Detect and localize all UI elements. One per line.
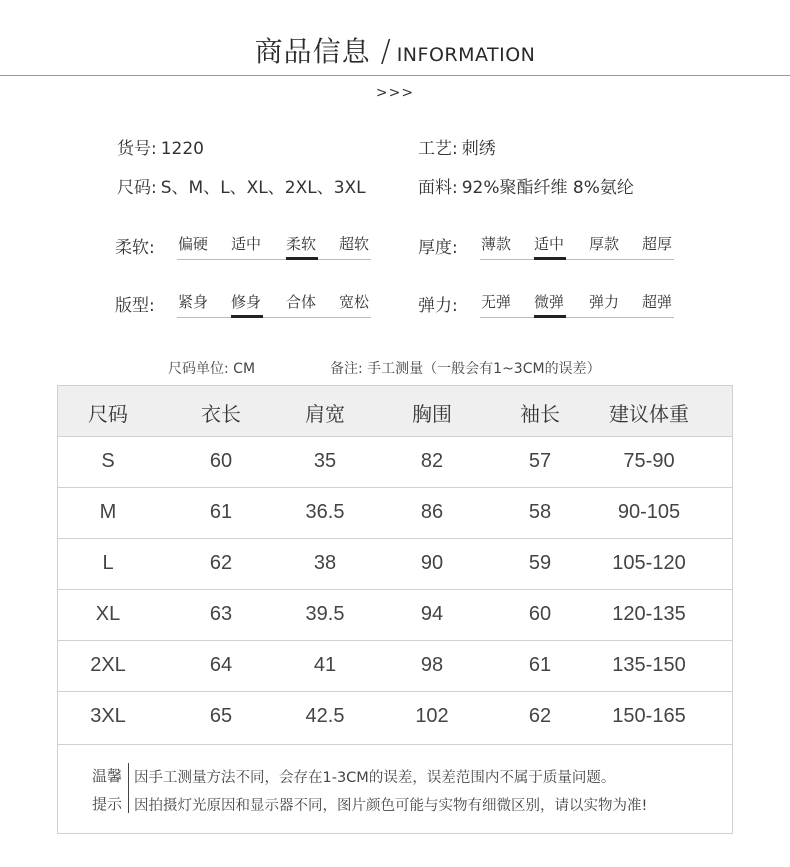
table-cell: 105-120 — [612, 552, 686, 574]
table-row — [58, 487, 732, 539]
scale-option: 柔软 — [286, 235, 317, 253]
table-cell: 39.5 — [305, 603, 345, 625]
page-header — [0, 30, 790, 70]
scale-option: 修身 — [231, 293, 262, 311]
scale-option: 弹力 — [589, 293, 620, 311]
spec-label: 尺码: — [117, 178, 157, 198]
table-header-cell: 衣长 — [201, 402, 241, 426]
table-cell: 60 — [209, 450, 233, 472]
table-cell: 41 — [313, 654, 337, 676]
table-cell: 60 — [528, 603, 552, 625]
table-cell: 59 — [528, 552, 552, 574]
scale-selected-marker — [534, 315, 566, 318]
table-cell: 62 — [209, 552, 233, 574]
scale-option: 薄款 — [481, 235, 512, 253]
table-cell: 57 — [528, 450, 552, 472]
scale-selected-marker — [231, 315, 263, 318]
spec-label: 货号: — [117, 139, 157, 159]
table-row — [58, 538, 732, 590]
table-header-cell: 肩宽 — [305, 402, 345, 426]
title-zh: 商品信息 — [254, 35, 371, 68]
spec-value: 刺绣 — [461, 139, 496, 159]
tips-label: 提示 — [92, 795, 123, 813]
unit-note: 尺码单位: CM — [168, 361, 256, 377]
spec-value: 1220 — [160, 139, 204, 159]
tips-label: 温馨 — [92, 767, 123, 785]
scale-option: 合体 — [286, 293, 317, 311]
table-cell: 102 — [415, 705, 449, 727]
table-cell: 135-150 — [612, 654, 686, 676]
spec-value: 92%聚酯纤维 8%氨纶 — [461, 178, 634, 198]
table-header-cell: 建议体重 — [609, 402, 689, 426]
table-header-cell: 袖长 — [520, 402, 560, 426]
spec-value: S、M、L、XL、2XL、3XL — [160, 178, 366, 198]
table-cell: 150-165 — [612, 705, 686, 727]
spec-fabric — [418, 173, 634, 198]
scale-option: 偏硬 — [178, 235, 209, 253]
table-row — [58, 691, 732, 743]
table-cell: XL — [95, 603, 121, 625]
size-table — [57, 385, 733, 834]
table-row — [58, 640, 732, 692]
table-cell: 82 — [420, 450, 444, 472]
table-cell: 58 — [528, 501, 552, 523]
scale-options — [177, 291, 371, 318]
scale-option: 微弹 — [534, 293, 565, 311]
table-cell: L — [102, 552, 114, 574]
scale-option: 厚款 — [589, 235, 620, 253]
spec-label: 面料: — [418, 178, 458, 198]
table-header-cell: 胸围 — [412, 402, 452, 426]
table-cell: 75-90 — [623, 450, 675, 472]
table-header-cell: 尺码 — [88, 402, 128, 426]
tips-box — [58, 744, 732, 835]
table-cell: 63 — [209, 603, 233, 625]
table-cell: 98 — [420, 654, 444, 676]
table-cell: 61 — [209, 501, 233, 523]
scale-options — [177, 233, 371, 260]
scale-selected-marker — [534, 257, 566, 260]
table-row — [58, 589, 732, 641]
scale-options — [480, 291, 674, 318]
table-cell: 35 — [313, 450, 337, 472]
table-cell: 90-105 — [617, 501, 681, 523]
scale-options — [480, 233, 674, 260]
table-row — [58, 436, 732, 488]
tips-line: 因手工测量方法不同，会存在1-3CM的误差，误差范围内不属于质量问题。 — [134, 770, 616, 786]
table-cell: 86 — [420, 501, 444, 523]
spec-sizes — [117, 173, 366, 198]
table-cell: 36.5 — [305, 501, 345, 523]
title-en: INFORMATION — [396, 44, 536, 66]
table-cell: M — [99, 501, 117, 523]
arrows-icon: >>> — [375, 85, 415, 101]
table-cell: 38 — [313, 552, 337, 574]
scale-option: 适中 — [534, 235, 565, 253]
scale-option: 超软 — [339, 235, 370, 253]
table-cell: S — [101, 450, 115, 472]
spec-label: 工艺: — [418, 139, 458, 159]
spec-craft — [418, 134, 496, 159]
table-cell: 64 — [209, 654, 233, 676]
table-cell: 94 — [420, 603, 444, 625]
table-cell: 62 — [528, 705, 552, 727]
title-divider: / — [380, 34, 391, 69]
table-cell: 3XL — [90, 705, 126, 727]
remark-note: 备注: 手工测量（一般会有1~3CM的误差） — [330, 361, 601, 377]
table-cell: 120-135 — [612, 603, 686, 625]
scale-option: 无弹 — [481, 293, 512, 311]
table-cell: 42.5 — [305, 705, 345, 727]
scale-option: 适中 — [231, 235, 262, 253]
scale-option: 紧身 — [178, 293, 209, 311]
tips-line: 因拍摄灯光原因和显示器不同，图片颜色可能与实物有细微区别，请以实物为准! — [134, 798, 648, 814]
scale-option: 超厚 — [642, 235, 673, 253]
table-header-row — [58, 386, 732, 436]
scale-option: 超弹 — [642, 293, 673, 311]
scale-option: 宽松 — [339, 293, 370, 311]
tips-divider — [128, 763, 129, 813]
scale-label: 柔软: — [115, 238, 155, 258]
scale-selected-marker — [286, 257, 318, 260]
table-cell: 65 — [209, 705, 233, 727]
header-divider — [0, 75, 790, 76]
spec-item-no — [117, 134, 204, 159]
scale-label: 厚度: — [418, 238, 458, 258]
table-cell: 61 — [528, 654, 552, 676]
table-cell: 90 — [420, 552, 444, 574]
scale-label: 版型: — [115, 296, 155, 316]
table-cell: 2XL — [90, 654, 126, 676]
scale-label: 弹力: — [418, 296, 458, 316]
